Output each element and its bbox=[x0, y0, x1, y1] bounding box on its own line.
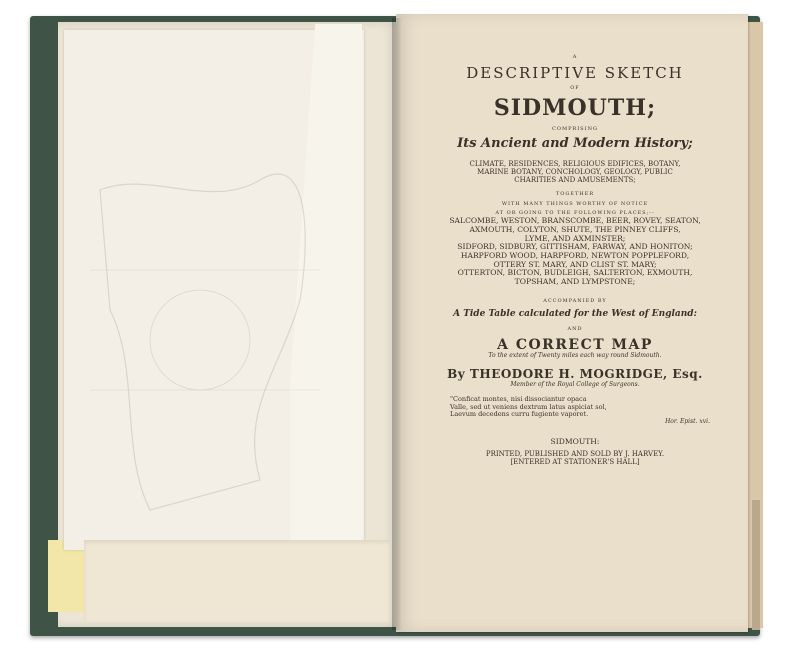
imprint-entered: [ENTERED AT STATIONER'S HALL] bbox=[510, 458, 640, 467]
title-sidmouth: SIDMOUTH; bbox=[493, 94, 657, 121]
quote-line-3: Laevum decedens curru fugiente vaporet. bbox=[450, 410, 589, 419]
places-line-8: TOPSHAM, AND LYMPSTONE; bbox=[514, 277, 636, 287]
title-comprising: COMPRISING bbox=[552, 126, 598, 133]
map-show-through bbox=[90, 150, 320, 530]
quote-reference: Hor. Epist. xvi. bbox=[665, 417, 710, 425]
member-line: Member of the Royal College of Surgeons. bbox=[510, 380, 640, 388]
places-line-3: LYME, AND AXMINSTER; bbox=[524, 233, 626, 243]
topics-line-2: MARINE BOTANY, CONCHOLOGY, GEOLOGY, PUBLIC bbox=[477, 167, 673, 176]
imprint-town: SIDMOUTH: bbox=[550, 436, 600, 446]
yellow-slip bbox=[48, 540, 84, 612]
accompanied-line: ACCOMPANIED BY bbox=[543, 297, 607, 304]
title-of: OF bbox=[570, 85, 580, 91]
correct-map-line: A CORRECT MAP bbox=[497, 336, 653, 353]
going-line: AT OR GOING TO THE FOLLOWING PLACES;-- bbox=[495, 210, 655, 217]
title-a: A bbox=[572, 54, 578, 60]
together-line: TOGETHER bbox=[555, 190, 595, 197]
places-line-1: SALCOMBE, WESTON, BRANSCOMBE, BEER, ROVEY, SEATON, bbox=[449, 216, 701, 226]
left-page-lower bbox=[84, 540, 390, 622]
and-line: AND bbox=[567, 325, 583, 332]
quote-line-1: "Conficat montes, nisi dissociantur opaca bbox=[450, 395, 587, 404]
title-page-text bbox=[420, 55, 730, 467]
places-line-2: AXMOUTH, COLYTON, SHUTE, THE PINNEY CLIFFS, bbox=[469, 224, 681, 234]
places-line-6: OTTERY ST. MARY, AND CLIST ST. MARY; bbox=[493, 259, 657, 269]
map-extent-line: To the extent of Twenty miles each way round Sidmouth. bbox=[488, 351, 662, 359]
tide-table-line: A Tide Table calculated for the West of England: bbox=[453, 308, 697, 319]
worthy-line: WITH MANY THINGS WORTHY OF NOTICE bbox=[501, 200, 649, 207]
latin-quote bbox=[450, 396, 730, 418]
author-line: By THEODORE H. MOGRIDGE, Esq. bbox=[447, 366, 703, 381]
places-line-7: OTTERTON, BICTON, BUDLEIGH, SALTERTON, EXMOUTH, bbox=[457, 268, 693, 278]
quote-line-2: Valle, sed ut veniens dextrum latus aspiciat sol, bbox=[450, 402, 607, 411]
title-descriptive-sketch: DESCRIPTIVE SKETCH bbox=[466, 63, 684, 82]
gutter-shadow bbox=[392, 18, 402, 630]
topics-line-3: CHARITIES AND AMUSEMENTS; bbox=[514, 175, 636, 184]
title-history: Its Ancient and Modern History; bbox=[457, 135, 693, 151]
fore-edge bbox=[752, 500, 760, 630]
topics-line-1: CLIMATE, RESIDENCES, RELIGIOUS EDIFICES, BOTANY, bbox=[469, 159, 681, 168]
imprint-printed: PRINTED, PUBLISHED AND SOLD BY J. HARVEY. bbox=[485, 450, 665, 459]
places-line-5: HARPFORD WOOD, HARPFORD, NEWTON POPPLEFORD, bbox=[460, 251, 690, 260]
places-line-4: SIDFORD, SIDBURY, GITTISHAM, FARWAY, AND HONITON; bbox=[457, 242, 693, 252]
